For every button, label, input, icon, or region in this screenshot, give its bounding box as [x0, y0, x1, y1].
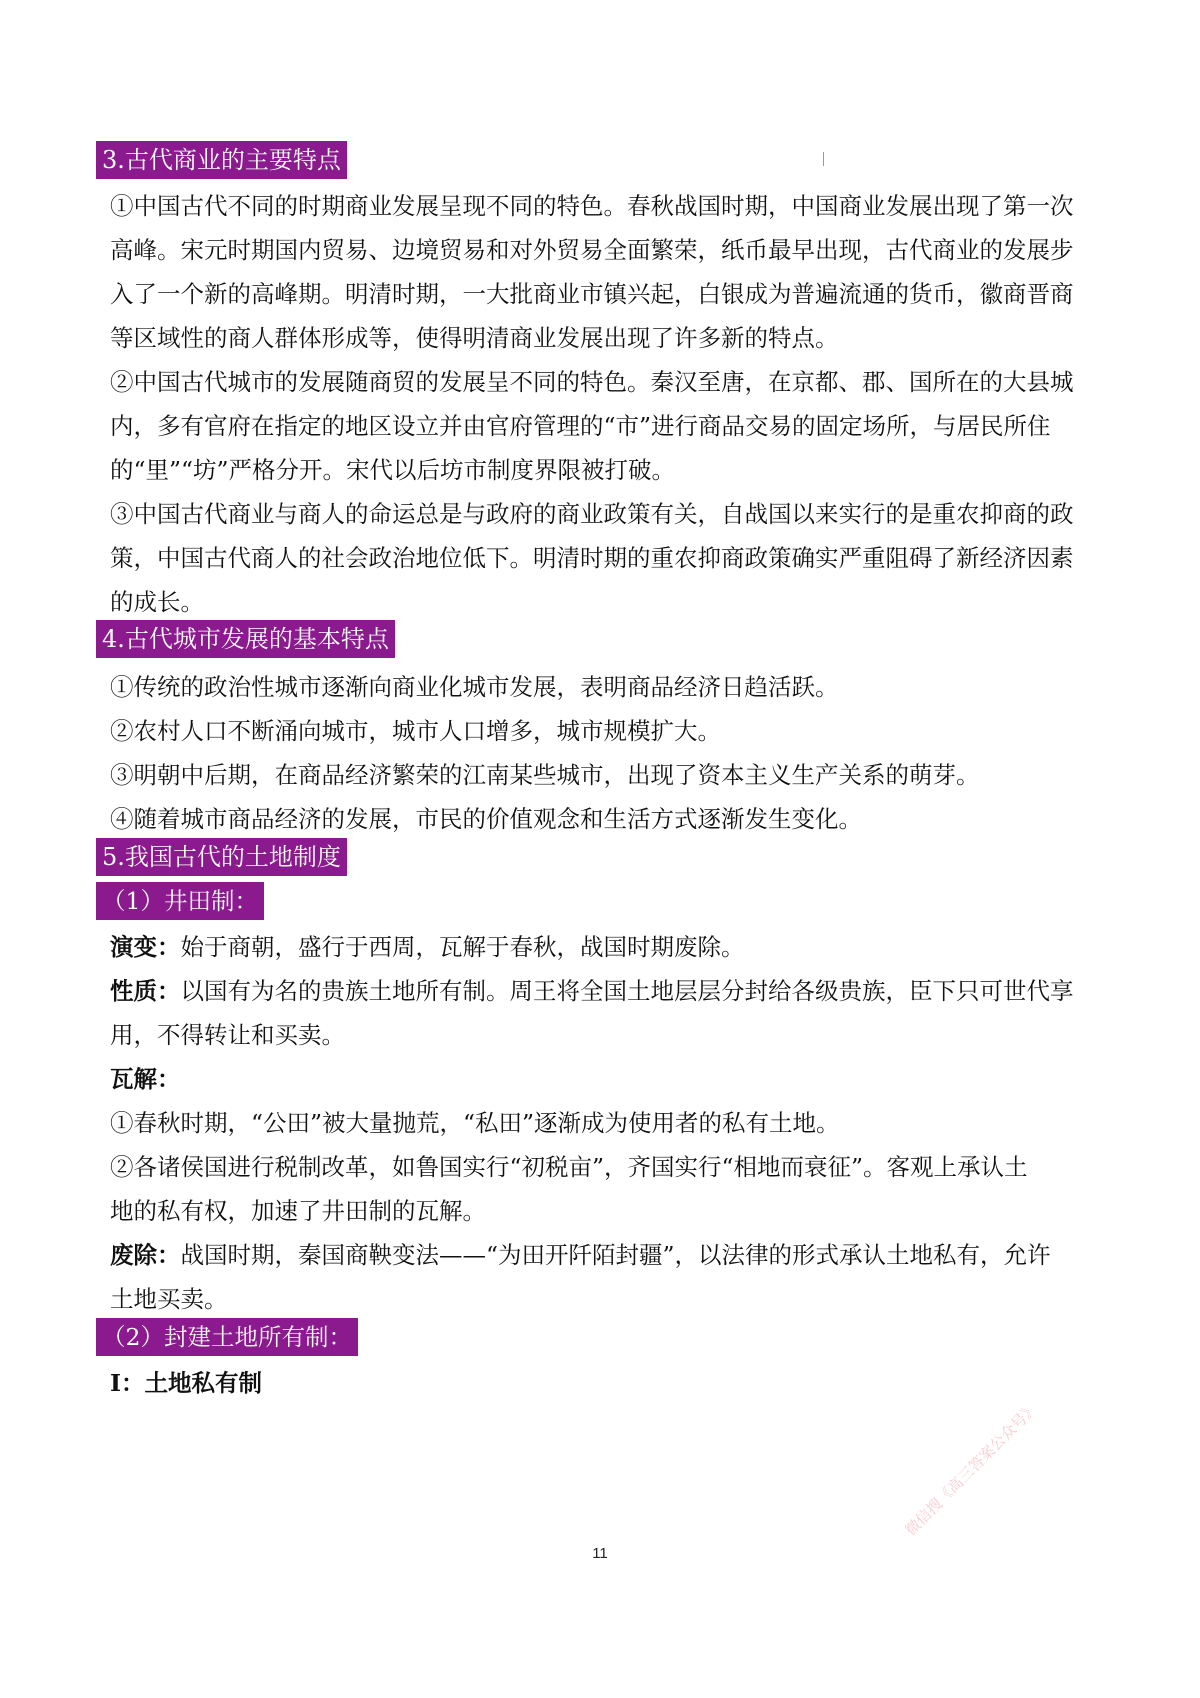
s4-line-2: ②农村人口不断涌向城市，城市人口增多，城市规模扩大。: [110, 717, 721, 745]
s3-line-2: 高峰。宋元时期国内贸易、边境贸易和对外贸易全面繁荣，纸币最早出现，古代商业的发展步: [110, 236, 1074, 264]
abolish-text: 战国时期，秦国商鞅变法——“为田开阡陌封疆”，以法律的形式承认土地私有，允许: [180, 1241, 1051, 1269]
collapse-item-2: ②各诸侯国进行税制改革，如鲁国实行“初税亩”，齐国实行“相地而衰征”。客观上承认土: [110, 1153, 1028, 1181]
s3-line-9: 策，中国古代商人的社会政治地位低下。明清时期的重农抑商政策确实严重阻碍了新经济因素: [110, 544, 1074, 572]
abolish-line-2: 土地买卖。: [110, 1285, 228, 1313]
s4-line-3: ③明朝中后期，在商品经济繁荣的江南某些城市，出现了资本主义生产关系的萌芽。: [110, 761, 980, 789]
collapse-line: [110, 1062, 1110, 1096]
s3-line-8: ③中国古代商业与商人的命运总是与政府的商业政策有关，自战国以来实行的是重农抑商的政: [110, 500, 1074, 528]
subsection-1-heading: （1）井田制：: [96, 882, 264, 920]
s3-line-7: 的“里”“坊”严格分开。宋代以后坊市制度界限被打破。: [110, 456, 676, 484]
text-cursor: [823, 152, 824, 166]
evolution-label: 演变：: [110, 933, 181, 961]
s4-line-1: ①传统的政治性城市逐渐向商业化城市发展，表明商品经济日趋活跃。: [110, 673, 839, 701]
page-number: 11: [592, 1545, 608, 1562]
collapse-label: 瓦解：: [110, 1065, 181, 1093]
collapse-item-3: 地的私有权，加速了井田制的瓦解。: [110, 1197, 486, 1225]
nature-label: 性质：: [110, 977, 181, 1005]
nature-text: 以国有为名的贵族土地所有制。周王将全国土地层层分封给各级贵族，臣下只可世代享: [180, 977, 1074, 1005]
watermark: 微信搜《高三答案公众号》: [901, 1399, 1042, 1540]
private-land-item: Ⅰ：土地私有制: [110, 1369, 262, 1397]
s3-line-4: 等区域性的商人群体形成等，使得明清商业发展出现了许多新的特点。: [110, 324, 839, 352]
evolution-line: [110, 930, 1110, 964]
nature-line: [110, 974, 1110, 1008]
s3-line-3: 入了一个新的高峰期。明清时期，一大批商业市镇兴起，白银成为普遍流通的货币，徽商晋商: [110, 280, 1074, 308]
subsection-2-heading: （2）封建土地所有制：: [96, 1318, 358, 1356]
section-4-heading: 4.古代城市发展的基本特点: [96, 620, 395, 658]
s3-line-6: 内，多有官府在指定的地区设立并由官府管理的“市”进行商品交易的固定场所，与居民所住: [110, 412, 1051, 440]
evolution-text: 始于商朝，盛行于西周，瓦解于春秋，战国时期废除。: [180, 933, 745, 961]
nature-line-2: 用，不得转让和买卖。: [110, 1021, 345, 1049]
abolish-line: [110, 1238, 1110, 1272]
s3-line-5: ②中国古代城市的发展随商贸的发展呈不同的特色。秦汉至唐，在京都、郡、国所在的大县城: [110, 368, 1074, 396]
s3-line-1: ①中国古代不同的时期商业发展呈现不同的特色。春秋战国时期，中国商业发展出现了第一次: [110, 192, 1074, 220]
s4-line-4: ④随着城市商品经济的发展，市民的价值观念和生活方式逐渐发生变化。: [110, 805, 862, 833]
abolish-label: 废除：: [110, 1241, 181, 1269]
section-3-heading: 3.古代商业的主要特点: [96, 141, 347, 179]
collapse-item-1: ①春秋时期，“公田”被大量抛荒，“私田”逐渐成为使用者的私有土地。: [110, 1109, 840, 1137]
s3-line-10: 的成长。: [110, 588, 204, 616]
section-5-heading: 5.我国古代的土地制度: [96, 838, 347, 876]
